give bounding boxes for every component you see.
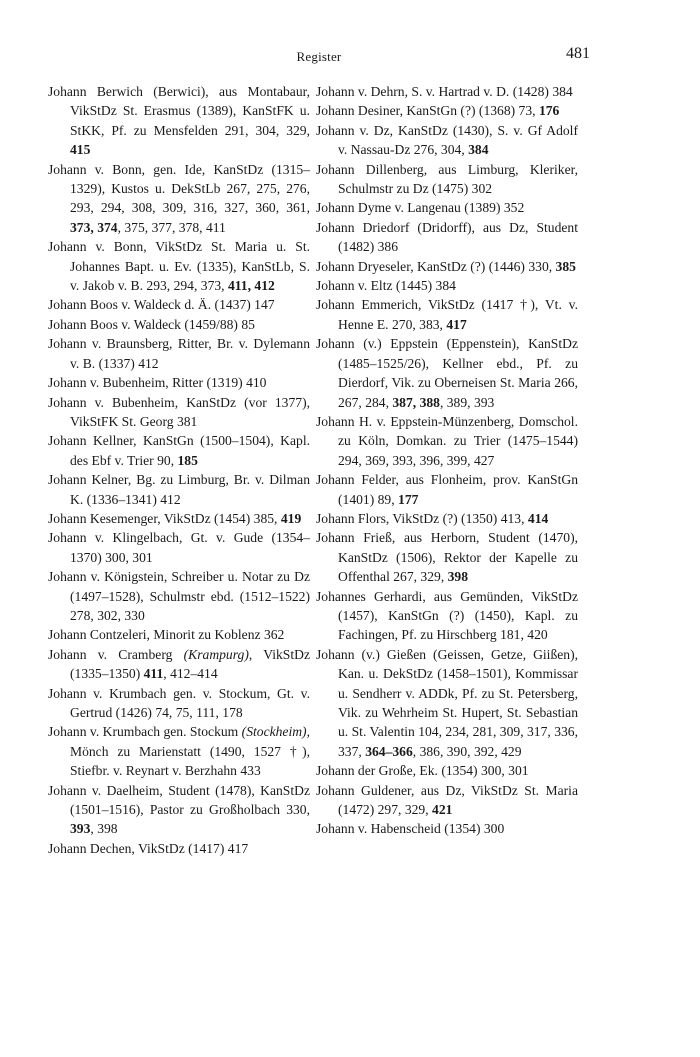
entry-text: Johann Dillenberg, aus Limburg, Kleriker, Schulmstr zu Dz (1475) 302 [316,161,578,197]
index-entry [316,509,578,528]
index-entry [48,839,310,858]
index-entry [316,587,578,645]
index-entry [316,819,578,838]
variant-name-italic: (Stockheim) [241,724,307,740]
index-entry [316,781,578,820]
entry-text: Johann Boos v. Waldeck (1459/88) 85 [48,316,255,332]
page-reference-bold: 384 [468,142,489,158]
entry-text: Johann v. Bubenheim, KanStDz (vor 1377), VikStFK St. Georg 381 [48,394,310,429]
page-reference-bold: 185 [177,452,198,468]
page-reference-bold: 387, 388 [392,394,440,410]
entry-text: , 375, 377, 378, 411 [117,219,226,235]
entry-text: Johann v. Krumbach gen. Stockum [48,724,242,740]
index-entry [316,276,578,295]
page-reference-bold: 415 [70,142,91,158]
entry-text: , VikStDz (1335–1350) [70,646,310,682]
index-entry [48,373,310,392]
entry-text: Johann (v.) Eppstein (Eppenstein), KanStDz (1485–1525/26), Kellner ebd., Pf. zu Dierdorf, Vik. zu Oberneisen St. Maria 266, 267, 284, [316,336,578,410]
index-entry [316,101,578,120]
index-entry [48,315,310,334]
entry-text: Johann der Große, Ek. (1354) 300, 301 [316,763,529,779]
index-entry [316,82,578,101]
entry-text: Johann Dryeseler, KanStDz (?) (1446) 330, [316,258,556,274]
entry-text: Johann Frieß, aus Herborn, Student (1470), KanStDz (1506), Rektor der Kapelle zu Offenthal 267, 329, [316,530,578,585]
entry-text: Johann v. Bubenheim, Ritter (1319) 410 [48,375,267,391]
index-entry [316,257,578,276]
index-entry [48,431,310,470]
entry-text: Johann Desiner, KanStGn (?) (1368) 73, [316,103,539,119]
page-reference-bold: 414 [527,510,549,526]
page-reference-bold: 393 [70,821,91,837]
page-reference-bold: 411, 412 [227,278,275,294]
page-reference-bold: 373, 374 [70,219,118,235]
entry-text: Johann Dyme v. Langenau (1389) 352 [316,200,525,216]
page-reference-bold: 385 [555,258,576,274]
index-entry [316,198,578,217]
index-entry [48,295,310,314]
page-reference-bold: 419 [280,510,302,526]
entry-text: Johann Boos v. Waldeck d. Ä. (1437) 147 [48,297,275,313]
page-reference-bold: 398 [447,569,469,585]
entry-text: Johann v. Cramberg [48,646,184,662]
index-entry [316,470,578,509]
page-reference-bold: 177 [398,491,419,507]
entry-text: Johann Felder, aus Flonheim, prov. KanStGn (1401) 89, [316,472,578,507]
entry-text: Johann (v.) Gießen (Geissen, Getze, Giißen), Kan. u. DekStDz (1458–1501), Kommissar u. Sendherr v. ADDk, Pf. zu St. Petersberg, Vik. zu Wehrheim St. Hupert, St. Sebastian u. St. Valentin 104, 234, 281, 309, 317, 336, 337, [316,646,578,759]
entry-text: Johann H. v. Eppstein-Münzenberg, Domschol. zu Köln, Domkan. zu Trier (1475–1544) 294, 369, 393, 396, 399, 427 [316,413,578,468]
index-entry [316,160,578,199]
index-entry [48,470,310,509]
index-entry [48,160,310,238]
index-entry [316,528,578,586]
index-entry [48,509,310,528]
index-entry [316,761,578,780]
index-entry [48,625,310,644]
entry-text: Johann Flors, VikStDz (?) (1350) 413, [316,510,528,526]
entry-text: Johann Dechen, VikStDz (1417) 417 [48,840,249,856]
entry-text: , Mönch zu Marienstatt (1490, 1527 †), Stiefbr. v. Reynart v. Berzhahn 433 [70,724,310,779]
index-entry [316,295,578,334]
entry-text: Johann v. Eltz (1445) 384 [316,278,456,294]
entry-text: , 389, 393 [439,394,495,410]
entry-text: Johann Driedorf (Dridorff), aus Dz, Student (1482) 386 [316,219,578,255]
index-column-right [316,82,578,839]
index-entry [48,645,310,684]
page-reference-bold: 364–366 [365,743,413,759]
entry-text: Johann v. Bonn, VikStDz St. Maria u. St. Johannes Bapt. u. Ev. (1335), KanStLb, S. v. Jakob v. B. 293, 294, 373, [48,239,310,294]
entry-text: Johann v. Dz, KanStDz (1430), S. v. Gf Adolf v. Nassau-Dz 276, 304, [316,122,578,158]
index-entry [48,722,310,780]
entry-text: Johann v. Klingelbach, Gt. v. Gude (1354–1370) 300, 301 [48,530,310,565]
index-entry [48,528,310,567]
index-entry [316,218,578,257]
index-entry [316,645,578,761]
entry-text: Johann Contzeleri, Minorit zu Koblenz 362 [48,627,285,643]
index-column-left [48,82,310,858]
page-reference-bold: 176 [538,103,560,119]
page-reference-bold: 411 [143,666,164,682]
entry-text: Johann v. Krumbach gen. v. Stockum, Gt. v. Gertrud (1426) 74, 75, 111, 178 [48,685,310,720]
entry-text: Johann v. Braunsberg, Ritter, Br. v. Dylemann v. B. (1337) 412 [48,336,310,371]
index-entry [48,237,310,295]
entry-text: Johann Berwich (Berwici), aus Montabaur, VikStDz St. Erasmus (1389), KanStFK u. StKK, Pf. zu Mensfelden 291, 304, 329, [48,84,310,138]
entry-text: Johann v. Bonn, gen. Ide, KanStDz (1315–1329), Kustos u. DekStLb 267, 275, 276, 293, 294, 308, 309, 316, 327, 360, 361, [48,161,310,216]
entry-text: Johann Kellner, KanStGn (1500–1504), Kapl. des Ebf v. Trier 90, [48,433,310,468]
running-header [48,43,590,65]
page-reference-bold: 417 [446,316,467,332]
index-entry [48,334,310,373]
index-entry [316,412,578,470]
entry-text: Johann Emmerich, VikStDz (1417 †), Vt. v. Henne E. 270, 383, [316,297,578,332]
index-entry [48,684,310,723]
variant-name-italic: (Krampurg) [183,646,249,662]
entry-text: Johannes Gerhardi, aus Gemünden, VikStDz (1457), KanStGn (?) (1450), Kapl. zu Fachingen, Pf. zu Hirschberg 181, 420 [316,588,578,643]
entry-text: Johann Guldener, aus Dz, VikStDz St. Maria (1472) 297, 329, [316,782,578,818]
entry-text: Johann v. Königstein, Schreiber u. Notar zu Dz (1497–1528), Schulmstr ebd. (1512–1522) 278, 302, 330 [48,569,310,623]
index-entry [316,121,578,160]
entry-text: Johann Kesemenger, VikStDz (1454) 385, [48,510,281,526]
entry-text: Johann v. Dehrn, S. v. Hartrad v. D. (1428) 384 [316,84,573,99]
entry-text: Johann Kelner, Bg. zu Limburg, Br. v. Dilman K. (1336–1341) 412 [48,472,310,507]
entry-text: , 386, 390, 392, 429 [412,743,522,759]
entry-text: Johann v. Habenscheid (1354) 300 [316,821,505,837]
running-title: Register [296,49,342,64]
page-number: 481 [566,45,590,62]
index-entry [48,393,310,432]
index-entry [48,781,310,839]
index-entry [48,82,310,160]
index-entry [48,567,310,625]
page-reference-bold: 421 [432,802,453,818]
entry-text: , 398 [90,821,118,837]
entry-text: Johann v. Daelheim, Student (1478), KanStDz (1501–1516), Pastor zu Großholbach 330, [48,782,310,818]
entry-text: , 412–414 [163,666,218,682]
index-entry [316,334,578,412]
